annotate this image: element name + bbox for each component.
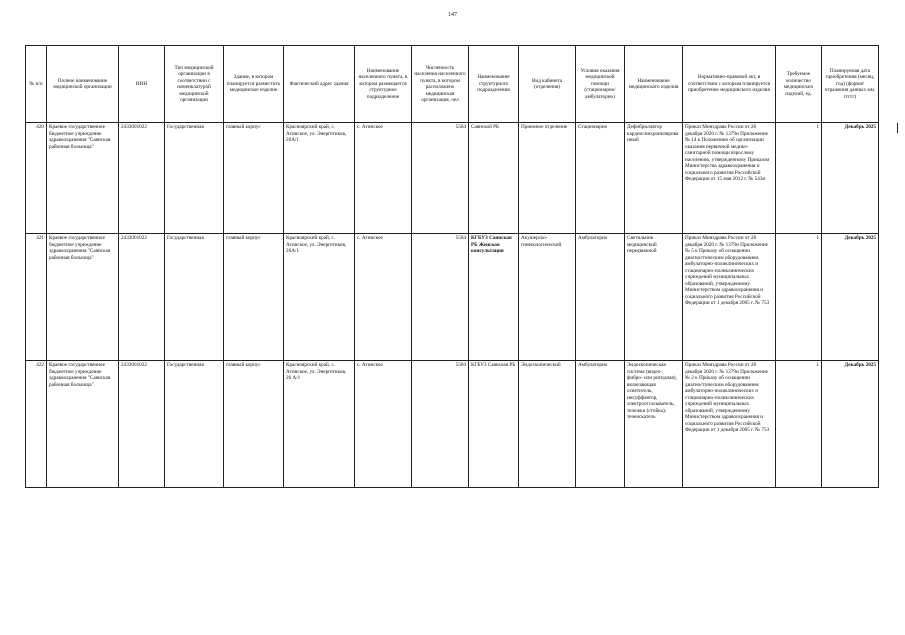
table-row (26, 234, 879, 361)
cell-act: Приказ Минздрава России от 28 декабря 2020 г. № 1379н Приложение № 5 к Приказу об оснащении диагностическим оборудованием амбулаторно-поликлинических и стационарно-поликлинических учреждений муниципальных образований, утвержденному Министерством здравоохранения и социального развития Российской Федерации от 1 декабря 2005 г. № 753 (683, 234, 776, 361)
table-header-row (26, 46, 879, 123)
cell-device: Дефибриллятор кардиосинхронизированный (625, 123, 683, 234)
cell-type: Государственная (165, 123, 224, 234)
cell-address: Красноярский край, с. Агинское, ул. Энергетиков, 26А/1 (284, 234, 355, 361)
header-qty: Требуемое количество медицинских изделий, ед. (776, 46, 822, 123)
cell-locality: с. Агинское (355, 123, 412, 234)
equipment-table (25, 45, 879, 488)
header-date: Планируемая дата приобретения (месяц, год) (формат отражения данных мм. ггггг) (822, 46, 879, 123)
page-edge-mark (897, 123, 898, 133)
header-type: Тип медицинской организации в соответствии с номенклатурой медицинской организации (165, 46, 224, 123)
cell-unit: Саянской РБ (469, 123, 519, 234)
header-device: Наименование медицинского изделия (625, 46, 683, 123)
header-num: № п/п (26, 46, 47, 123)
cell-date: Декабрь 2025 (822, 234, 879, 361)
cell-qty: 1 (776, 234, 822, 361)
cell-cabinet: Акушерско-гинекологический (519, 234, 576, 361)
cell-org: Краевое государственное бюджетное учреждение здравоохранения "Саянская районная больница" (47, 234, 119, 361)
header-population: Численность населения населенного пункта, в котором расположено медицинская организация, чел (412, 46, 469, 123)
cell-locality: с. Агинское (355, 234, 412, 361)
cell-inn: 2433001022 (119, 361, 165, 488)
header-locality: Наименование населенного пункта, в котором размещается структурное подразделение (355, 46, 412, 123)
header-org: Полное наименование медицинской организации (47, 46, 119, 123)
header-inn: ИНН (119, 46, 165, 123)
cell-date: Декабрь 2025 (822, 123, 879, 234)
cell-population: 5584 (412, 361, 469, 488)
cell-num: 420 (26, 123, 47, 234)
cell-type: Государственная (165, 361, 224, 488)
cell-device: Светильник медицинский передвижной (625, 234, 683, 361)
cell-conditions: Амбулаторно (576, 234, 625, 361)
cell-population: 5584 (412, 234, 469, 361)
header-address: Фактический адрес здания (284, 46, 355, 123)
cell-org: Краевое государственное бюджетное учреждение здравоохранения "Саянская районная больница" (47, 361, 119, 488)
header-building: Здание, в котором планируется разместить медицинское изделие (224, 46, 284, 123)
cell-locality: с. Агинское (355, 361, 412, 488)
cell-conditions: Амбулаторно (576, 361, 625, 488)
cell-type: Государственная (165, 234, 224, 361)
cell-unit: КГБУЗ Саянская РБ (469, 361, 519, 488)
header-act: Нормативно-правовой акт, в соответствии с которым планируется приобретение медицинского изделия (683, 46, 776, 123)
cell-cabinet: Эндоскопический (519, 361, 576, 488)
cell-device: Эндоскопическая система (видео-, фибро- или ригидная), включающая осветитель, инсуффлятор, электроотсасыватель, тележки (стойка); течеискатель (625, 361, 683, 488)
cell-inn: 2433001022 (119, 234, 165, 361)
cell-num: 421 (26, 234, 47, 361)
cell-cabinet: Приемное отделение (519, 123, 576, 234)
cell-date: Декабрь 2025 (822, 361, 879, 488)
cell-inn: 2433001022 (119, 123, 165, 234)
cell-address: Красноярский край, с. Агинское, ул. Энергетиков, 26А/1 (284, 123, 355, 234)
table-row (26, 123, 879, 234)
cell-qty: 1 (776, 123, 822, 234)
cell-act: Приказ Минздрава России от 28 декабря 2020 г. № 1379н Приложение № 2 к Приказу об оснащении диагностическим оборудованием амбулаторно-поликлинических и стационарно-поликлинических учреждений муниципальных образований, утвержденному Министерством здравоохранения и социального развития Российской Федерации от 1 декабря 2005 г. № 753 (683, 361, 776, 488)
cell-unit: КГБУЗ Саянская РБ Женская консультация (469, 234, 519, 361)
header-cabinet: Вид кабинета (отделения) (519, 46, 576, 123)
cell-building: главный корпус (224, 234, 284, 361)
cell-address: Красноярский край, с. Агинское, ул. Энергетиков, 26 А/1 (284, 361, 355, 488)
cell-qty: 1 (776, 361, 822, 488)
header-conditions: Условия оказания медицинской помощи (стационарно/амбулаторно) (576, 46, 625, 123)
table-row (26, 361, 879, 488)
cell-conditions: Стационарно (576, 123, 625, 234)
header-unit: Наименование структурного подразделения (469, 46, 519, 123)
page-number: 147 (448, 12, 457, 18)
cell-building: главный корпус (224, 123, 284, 234)
cell-act: Приказ Минздрава России от 28 декабря 2020 г. № 1379н Приложение № 14 к Положению об организации оказания первичной медико-санитарной помощи взрослому населению, утвержденному Приказом Министерства здравоохранения и социального развития Российской Федерации от 15 мая 2012 г. № 543н (683, 123, 776, 234)
cell-org: Краевое государственное бюджетное учреждение здравоохранения "Саянская районная больница" (47, 123, 119, 234)
cell-num: 422 (26, 361, 47, 488)
cell-population: 5584 (412, 123, 469, 234)
cell-building: главный корпус (224, 361, 284, 488)
